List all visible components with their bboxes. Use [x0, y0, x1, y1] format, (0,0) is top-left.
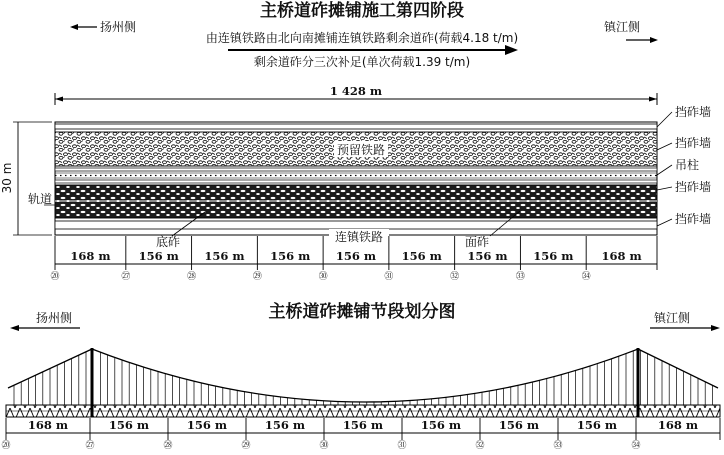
top-segment-length: 168 m [601, 249, 642, 263]
bottom-right-side-label: 镇江侧 [654, 311, 691, 325]
bottom-pier-number: ㉙ [241, 441, 251, 451]
deck-section [55, 122, 657, 235]
height-dimension [13, 122, 52, 235]
upper-ballast-wall [55, 124, 657, 129]
right-label-4: 挡砟墙 [675, 180, 712, 194]
bottom-left-arrow [10, 325, 80, 331]
bottom-left-side-label: 扬州侧 [36, 311, 73, 325]
right-label-1: 挡砟墙 [675, 105, 712, 119]
bottom-segment-length: 168 m [27, 418, 69, 432]
bottom-title: 主桥道砟摊铺节段划分图 [268, 302, 456, 322]
mid-ballast-wall [55, 168, 657, 171]
top-pier-number: ㉘ [187, 272, 197, 282]
bottom-pier-number: ㉛ [397, 441, 407, 451]
top-segment-length: 156 m [138, 249, 179, 263]
lower-ballast-wall [55, 180, 657, 183]
direction-arrow [228, 45, 518, 55]
top-pier-number: ㉞ [581, 272, 591, 282]
top-pier-number: ㉛ [384, 272, 394, 282]
top-segment-length: 156 m [467, 249, 508, 263]
bottom-segment-length: 156 m [186, 418, 228, 432]
bottom-pier-number: ㉚ [319, 441, 329, 451]
bottom-pier-number: ⑳ [1, 441, 11, 451]
right-label-3: 吊柱 [675, 158, 700, 172]
top-pier-number: ㉚ [318, 272, 328, 282]
base-ballast-label: 底砟 [156, 235, 181, 249]
bottom-segment-length: 168 m [657, 418, 699, 432]
right-label-5: 挡砟墙 [675, 212, 712, 226]
top-segment-length: 156 m [401, 249, 442, 263]
bottom-segment-length: 156 m [420, 418, 462, 432]
bottom-pier-number: ㉜ [475, 441, 485, 451]
bottom-pier-number: ㉗ [85, 441, 95, 451]
right-labels [657, 104, 711, 226]
bottom-segment-length: 156 m [264, 418, 306, 432]
top-segment-length: 156 m [270, 249, 311, 263]
top-title: 主桥道砟摊铺施工第四阶段 [260, 1, 464, 21]
note-2: 剩余道砟分三次补足(单次荷载1.39 t/m) [253, 55, 471, 69]
note-1: 由连镇铁路由北向南摊铺连镇铁路剩余道砟(荷载4.18 t/m) [205, 31, 519, 45]
right-side-arrow [626, 37, 658, 43]
height-label: 30 m [0, 162, 14, 194]
bottom-right-arrow [650, 325, 720, 331]
track-label: 轨道 [28, 192, 53, 206]
top-right-side-label: 镇江侧 [604, 20, 641, 34]
reserved-rail-label: 预留铁路 [336, 143, 386, 157]
total-length-label: 1 428 m [329, 84, 383, 98]
top-segment-length: 156 m [533, 249, 574, 263]
top-pier-number: ㉙ [252, 272, 262, 282]
bottom-pier-number: ㉘ [163, 441, 173, 451]
bottom-pier-number: ㉝ [553, 441, 563, 451]
top-segment-length: 168 m [70, 249, 111, 263]
bottom-pier-number: ㉞ [631, 441, 641, 451]
top-pier-number: ㉜ [450, 272, 460, 282]
surface-ballast-label: 面砟 [465, 235, 490, 249]
liancheng-rail-label: 连镇铁路 [334, 230, 384, 244]
bottom-segment-length: 156 m [576, 418, 618, 432]
left-side-arrow [70, 24, 97, 30]
top-pier-number: ⑳ [50, 272, 60, 282]
right-label-2: 挡砟墙 [675, 136, 712, 150]
top-segment-length: 156 m [204, 249, 245, 263]
top-pier-number: ㉝ [515, 272, 525, 282]
bottom-ballast-wall [55, 221, 657, 229]
bottom-segment-length: 156 m [342, 418, 384, 432]
bottom-segment-length: 156 m [498, 418, 540, 432]
bottom-segment-length: 156 m [108, 418, 150, 432]
top-left-side-label: 扬州侧 [100, 20, 137, 34]
top-segment-length: 156 m [335, 249, 377, 263]
top-pier-number: ㉗ [121, 272, 131, 282]
suspension-bridge [6, 348, 720, 417]
